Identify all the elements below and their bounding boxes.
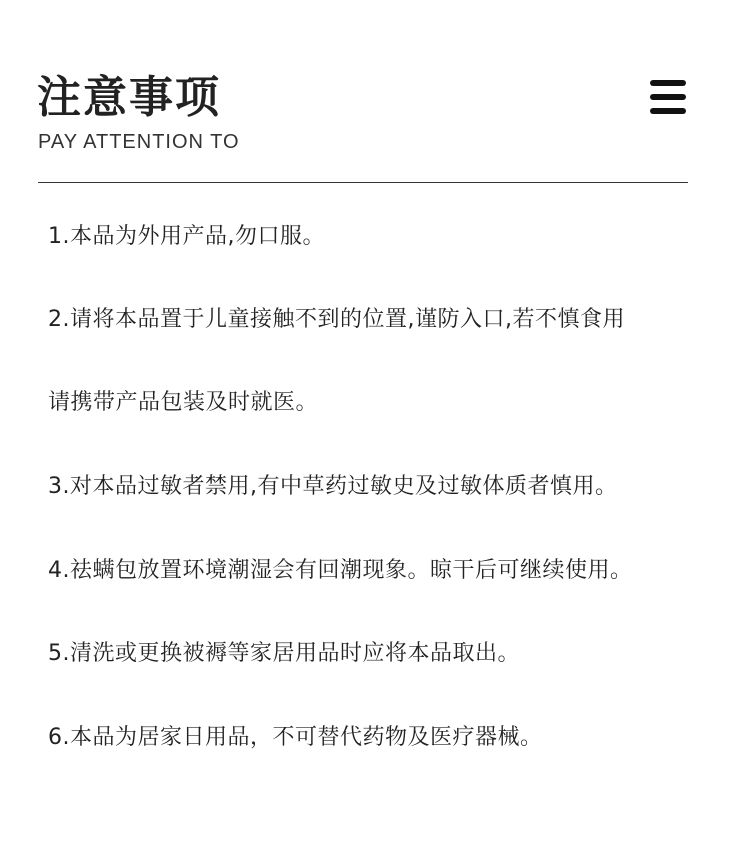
page-subtitle: PAY ATTENTION TO — [38, 131, 240, 153]
notice-item-6: 6.本品为居家日用品，不可替代药物及医疗器械。 — [48, 725, 543, 750]
menu-bar-top — [650, 80, 686, 86]
menu-bar-middle — [650, 94, 686, 100]
notice-item-1: 1.本品为外用产品,勿口服。 — [48, 224, 325, 249]
notice-item-4: 4.祛螨包放置环境潮湿会有回潮现象。晾干后可继续使用。 — [48, 558, 633, 583]
notice-item-2: 2.请将本品置于儿童接触不到的位置,谨防入口,若不慎食用 — [48, 307, 625, 332]
page-title: 注意事项 — [37, 72, 221, 123]
header-divider — [38, 182, 688, 183]
notice-item-2-continued: 请携带产品包装及时就医。 — [48, 390, 319, 415]
hamburger-menu-icon[interactable] — [650, 80, 686, 114]
menu-bar-bottom — [650, 108, 686, 114]
notice-item-5: 5.清洗或更换被褥等家居用品时应将本品取出。 — [48, 641, 520, 666]
notice-item-3: 3.对本品过敏者禁用,有中草药过敏史及过敏体质者慎用。 — [48, 474, 618, 499]
